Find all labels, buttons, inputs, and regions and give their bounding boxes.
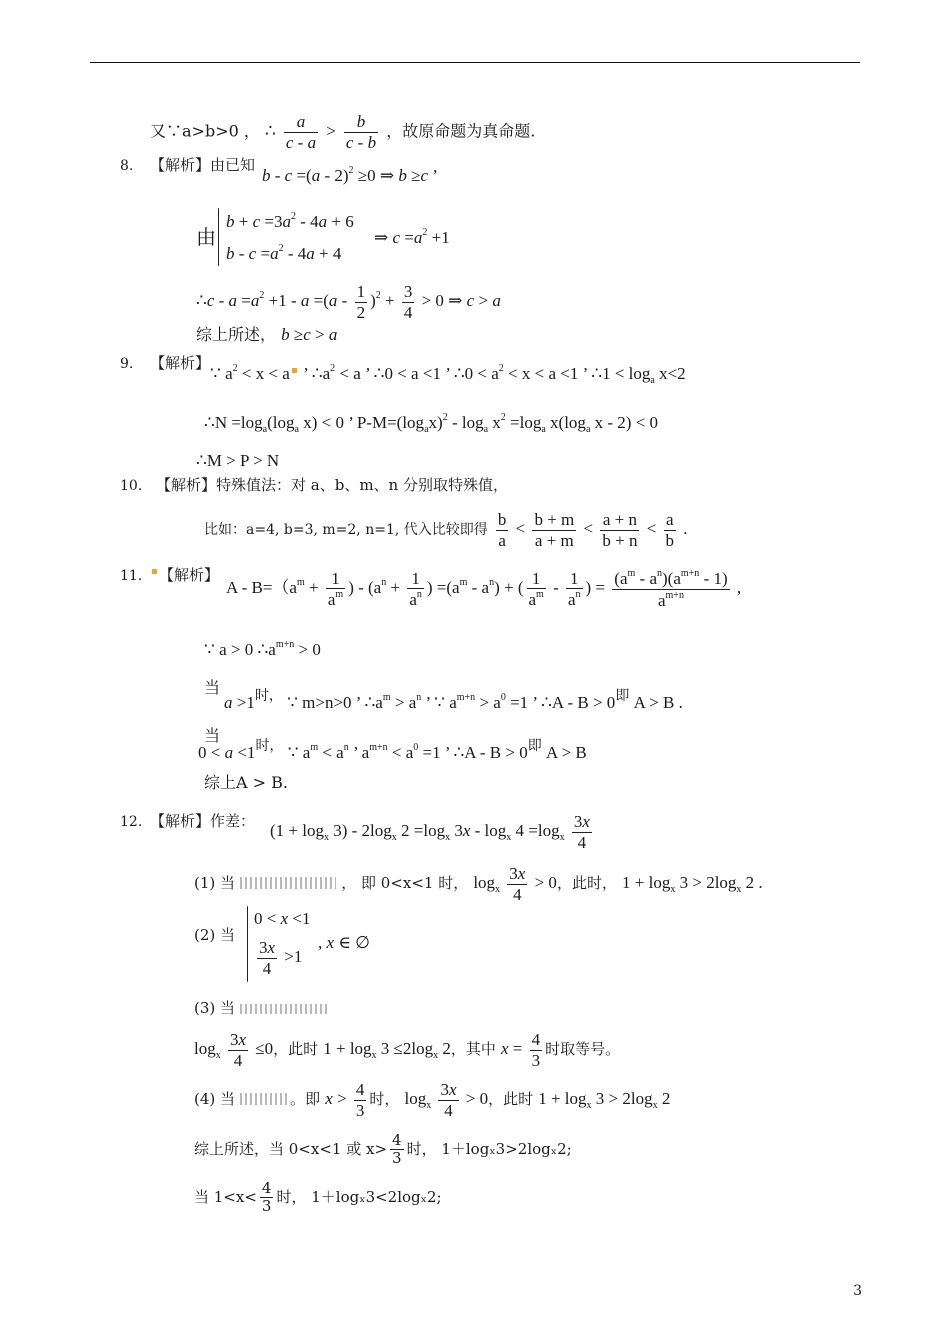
problem-12-label: 【解析】作差： xyxy=(150,812,256,830)
problem-9-number: 9. xyxy=(120,356,134,372)
header-rule xyxy=(90,62,860,63)
problem-11-dang-2: 当 xyxy=(204,726,221,745)
line-1: 又∵a>b>0 ， ∴ $\frac{a}{c - a}$ > $\frac{b}{c - b}$ ，故原命题为真命题. xyxy=(150,112,536,152)
problem-12-eq1: $(1 + \log_x 3) - 2\log_x$ $2 =\log_x$ $3x - \log_x 4 =\log_x$ $\frac{3x}{4}$ xyxy=(270,812,590,852)
problem-11-conclusion: 综上A > B. xyxy=(204,773,288,792)
line-1-pre: 又∵a>b>0 ， xyxy=(150,121,260,141)
problem-11-label: 【解析】 xyxy=(150,568,219,583)
problem-8-number: 8. xyxy=(120,158,134,174)
problem-8-label: 【解析】由已知 xyxy=(150,156,256,174)
problem-11-number: 11. xyxy=(120,568,143,584)
line-1-post: ，故原命题为真命题. xyxy=(386,121,536,141)
problem-12-case2-row1: 0 < x <1 xyxy=(254,909,311,928)
problem-8-eq1: b - c =(a - 2)$^2$ ≥0 ⇒ b ≥c ’ xyxy=(262,165,438,185)
problem-12-case2-brace xyxy=(247,906,248,982)
problem-8-brace xyxy=(218,208,219,266)
problem-9-eq1: ∵ $a^2 < x < a$ ’ $\therefore a^2 < a$ ’ ∴0 < a <1 ’ ∴0 < $a^2 < x < a <1$ ’ ∴1 < $\log_a x<2$ xyxy=(210,363,686,386)
problem-12-case3: (3) 当 xyxy=(194,1000,330,1016)
problem-12-summary-1: 综上所述，当 0<x<1 或 x> $\frac{4}{3}$ 时， 1＋logₓ3>2logₓ2; xyxy=(194,1131,572,1168)
problem-8-imply: ⇒ $c =a^2 +1$ xyxy=(374,227,450,247)
problem-11-cond: ∵ a > 0 $\therefore a^{m+n} > 0$ xyxy=(204,639,321,659)
problem-8-you: 由 xyxy=(196,225,216,249)
problem-10-label: 【解析】特殊值法：对 a、b、m、n 分别取特殊值， xyxy=(156,476,508,494)
problem-12-case4: (4) 当 。即 x > $\frac{4}{3}$ 时， $\log_x$ $\frac{3x}{4}$ > 0，此时 $1 + \log_x 3 > 2\log_x$ 2 xyxy=(194,1080,671,1120)
problem-10-number: 10. xyxy=(120,478,143,494)
page-number: 3 xyxy=(853,1283,862,1299)
problem-11-eq1: $A - B=(a^m$ + $\frac{1}{a^m}$ ) - ($a^n$ + $\frac{1}{a^n}$ ) $=(a^m - a^n)$ + ( $\frac{1}{a^m}$ - $\frac{1}{a^n}$ ) = $\frac{(a^m - a^n)(a^{m+n} - 1)}{a^{m+n}}$ , xyxy=(226,568,742,610)
problem-8-sys1: $b + c =3a^2 - 4a + 6$ xyxy=(226,211,354,231)
problem-11-case2: $0 < a <1^{时,}$ ∵ $a^m < a^n$ ’ $a^{m+n} < a^0 =1$ ’ ∴A - $B > 0^即$ A > B xyxy=(198,739,587,762)
problem-9-conclusion: ∴M > P > N xyxy=(196,451,280,470)
problem-9-eq2: ∴N $=\log_a(\log_a$ x) < 0 ’ $P-M=(\log_ax)^2 - \log_a x^2 =\log_a$ $x(\log_a$ x - 2) < 0 xyxy=(204,412,659,435)
problem-10-example: 比如：a=4, b=3, m=2, n=1, 代入比较即得 $\frac{b}{a}$ < $\frac{b + m}{a + m}$ < $\frac{a + n}{b + n}$ < $\frac{a}{b}$ . xyxy=(204,510,688,550)
problem-12-number: 12. xyxy=(120,814,143,830)
problem-12-case2-label: (2) 当 xyxy=(194,926,236,944)
problem-12-case2-row2: $\frac{3x}{4}$ >1 xyxy=(259,938,303,978)
problem-11-dang-1: 当 xyxy=(204,678,221,697)
problem-12-case1: (1) 当 ， 即 0<x<1 时， $\log_x$ $\frac{3x}{4}$ > 0，此时， $1 + \log_x 3 > 2\log_x$ 2 . xyxy=(194,864,763,904)
problem-12-case3-line: $\log_x$ $\frac{3x}{4}$ ≤0，此时 $1 + \log_x 3 \le 2\log_x$ 2，其中 x = $\frac{4}{3}$ 时取等号。 xyxy=(194,1030,621,1070)
problem-9-label: 【解析】 xyxy=(150,354,211,372)
problem-8-conclusion: 综上所述， b ≥c > a xyxy=(196,325,338,344)
problem-11-case1: $a >1^{时,}$ ∵ m>n>0 ’ $\therefore a^m > a^n$ ’ ∵ $a^{m+n} > a^0 =1$ ’ ∴A - $B > 0^即$ A > B . xyxy=(224,689,683,712)
problem-8-eq2: ∴c - $a =a^2 +1 - a =(a$ - $\frac{1}{2}$ )$^2$ + $\frac{3}{4}$ > 0 ⇒ c > a xyxy=(196,282,501,322)
problem-8-sys2: $b - c =a^2 - 4a + 4$ xyxy=(226,243,342,263)
problem-12-summary-2: 当 1<x< $\frac{4}{3}$ 时， 1＋logₓ3<2logₓ2; xyxy=(194,1179,442,1216)
problem-12-case2-result: , x ∈ ∅ xyxy=(318,933,370,952)
